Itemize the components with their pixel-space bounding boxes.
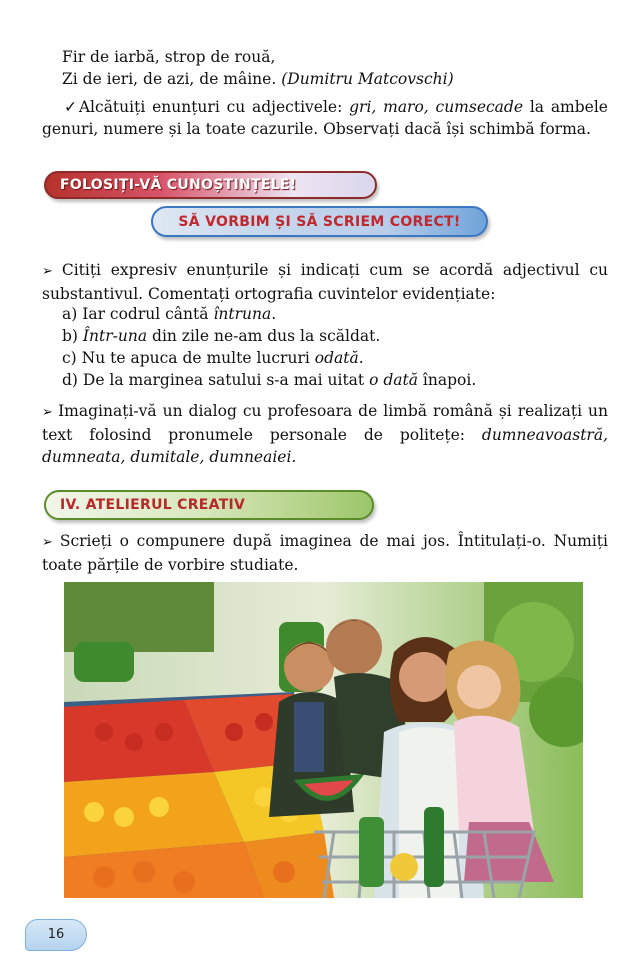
list-item-highlight: Într-una — [82, 327, 148, 345]
list-item — [62, 325, 476, 347]
arrow-bullet-icon: ➢ — [42, 535, 60, 550]
list-item-highlight: întruna — [213, 305, 272, 323]
poem-line-2 — [62, 68, 454, 90]
poem-quote — [62, 46, 454, 90]
task-adjectives — [42, 96, 608, 140]
heading-atelier-creativ — [44, 490, 374, 520]
task-dialog-pronouns: dumneavoastră, dumneata, dumitale, dumneaiei. — [42, 426, 608, 466]
task-compunere — [42, 530, 608, 576]
example-list — [62, 303, 476, 391]
family-shopping-photo — [64, 582, 583, 898]
task-adjectives-text-end: la ambele genuri, numere și la toate cazurile. Observați dacă își schimbă forma. — [42, 98, 608, 138]
photo-illustration — [64, 582, 583, 898]
task-compunere-text: Scrieți o compunere după imaginea de mai jos. Întitulați-o. Numiți toate părțile de vorbire studiate. — [42, 532, 608, 574]
arrow-bullet-icon: ➢ — [42, 264, 62, 279]
page-number-badge — [25, 919, 87, 951]
task-adjectives-words: gri, maro, cumsecade — [349, 98, 524, 116]
poem-line-2-text: Zi de ieri, de azi, de mâine. — [62, 70, 277, 88]
heading-vorbim-corect — [151, 206, 488, 237]
task-citire-text: Citiți expresiv enunțurile și indicați cum se acordă adjectivul cu substantivul. Comentați ortografia cuvintelor evidențiate: — [42, 261, 608, 303]
list-item-text: d) De la marginea satului s-a mai uitat — [62, 371, 370, 389]
list-item — [62, 347, 476, 369]
task-dialog-text: Imaginați-vă un dialog cu profesoara de limbă română și realizați un text folosind pronumele personale de politețe: — [42, 402, 608, 444]
list-item-highlight: o dată — [369, 371, 418, 389]
arrow-bullet-icon: ➢ — [42, 405, 59, 420]
list-item-text-end: înapoi. — [418, 371, 477, 389]
list-item — [62, 303, 476, 325]
heading-vorbim-label: SĂ VORBIM ȘI SĂ SCRIEM CORECT! — [178, 213, 461, 230]
poem-line-1: Fir de iarbă, strop de rouă, — [62, 48, 276, 66]
list-item-highlight: odată. — [314, 349, 364, 367]
list-item-text: a) Iar codrul cântă — [62, 305, 214, 323]
task-citire-expresiva — [42, 259, 608, 305]
task-dialog — [42, 400, 608, 468]
task-adjectives-text: Alcătuiți enunțuri cu adjectivele: — [78, 98, 343, 116]
heading-atelier-label: IV. ATELIERUL CREATIV — [60, 497, 246, 513]
check-icon: ✓ — [64, 98, 79, 116]
heading-folositi — [44, 171, 377, 199]
heading-folositi-label: FOLOSIȚI-VĂ CUNOȘTINȚELE! — [60, 177, 297, 193]
list-item-text: b) — [62, 327, 83, 345]
page-number: 16 — [47, 927, 65, 942]
list-item-text: c) Nu te apuca de multe lucruri — [62, 349, 315, 367]
list-item-text-end: . — [271, 305, 277, 323]
poem-author: (Dumitru Matcovschi) — [281, 70, 454, 88]
list-item-text-end: din zile ne-am dus la scăldat. — [147, 327, 381, 345]
list-item — [62, 369, 476, 391]
